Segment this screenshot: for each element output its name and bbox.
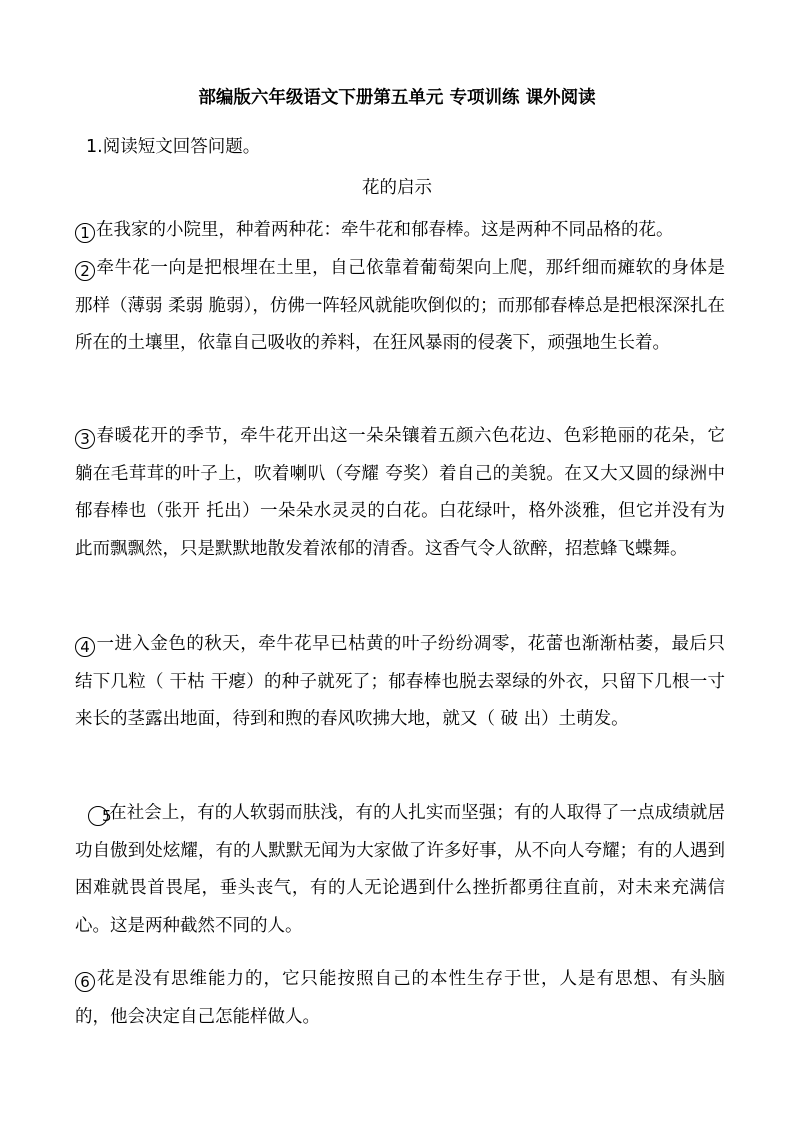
paragraph-text: 牵牛花一向是把根埋在土里，自己依靠着葡萄架向上爬，那纤细而瘫软的身体是那样（薄弱 柔弱 脆弱），仿佛一阵轻风就能吹倒似的；而那郁春棒总是把根深深扎在所在的土壤里，依靠自己吸收的养料，在狂风暴雨的侵袭下，顽强地生长着。 — [75, 258, 725, 353]
paragraph-number: 3 — [75, 429, 95, 449]
document-title: 部编版六年级语文下册第五单元 专项训练 课外阅读 — [198, 88, 596, 108]
paragraph-text: 一进入金色的秋天，牵牛花早已枯黄的叶子纷纷凋零，花蕾也渐渐枯萎，最后只结下几粒（ 干枯 干瘪）的种子就死了；郁春棒也脱去翠绿的外衣，只留下几根一寸来长的茎露出地面，待到和煦的春风吹拂大地，就又（ 破 出）土萌发。 — [75, 634, 725, 729]
paragraph-text: 在我家的小院里，种着两种花：牵牛花和郁春棒。这是两种不同品格的花。 — [96, 220, 674, 240]
paragraph-number: 6 — [75, 972, 95, 992]
paragraph-text: 花是没有思维能力的，它只能按照自己的本性生存于世，人是有思想、有头脑的，他会决定自己怎能样做人。 — [75, 969, 725, 1027]
paragraph-number: 2 — [75, 261, 95, 281]
paragraph-6 — [75, 961, 725, 1036]
paragraph-3 — [75, 418, 725, 568]
question-prompt: 1.阅读短文回答问题。 — [86, 137, 261, 157]
paragraph-5 — [75, 795, 725, 945]
passage-title: 花的启示 — [362, 178, 432, 198]
paragraph-number: 4 — [75, 637, 95, 657]
paragraph-2 — [75, 250, 725, 363]
paragraph-4 — [75, 626, 725, 739]
paragraph-1 — [75, 212, 725, 250]
paragraph-number: 1 — [75, 223, 95, 243]
paragraph-text: 春暖花开的季节，牵牛花开出这一朵朵镶着五颜六色花边、色彩艳丽的花朵，它躺在毛茸茸的叶子上，吹着喇叭（夸耀 夸奖）着自己的美貌。在又大又圆的绿洲中郁春棒也（张开 托出）一朵朵水灵灵的白花。白花绿叶，格外淡雅，但它并没有为此而飘飘然，只是默默地散发着浓郁的清香。这香气令人欲醉，招惹蜂飞蝶舞。 — [75, 426, 725, 559]
paragraph-number: 5 — [88, 806, 108, 826]
paragraph-text: 在社会上，有的人软弱而肤浅，有的人扎实而坚强；有的人取得了一点成绩就居功自傲到处炫耀，有的人默默无闻为大家做了许多好事，从不向人夸耀；有的人遇到困难就畏首畏尾，垂头丧气，有的人无论遇到什么挫折都勇往直前，对未来充满信心。这是两种截然不同的人。 — [75, 803, 725, 936]
